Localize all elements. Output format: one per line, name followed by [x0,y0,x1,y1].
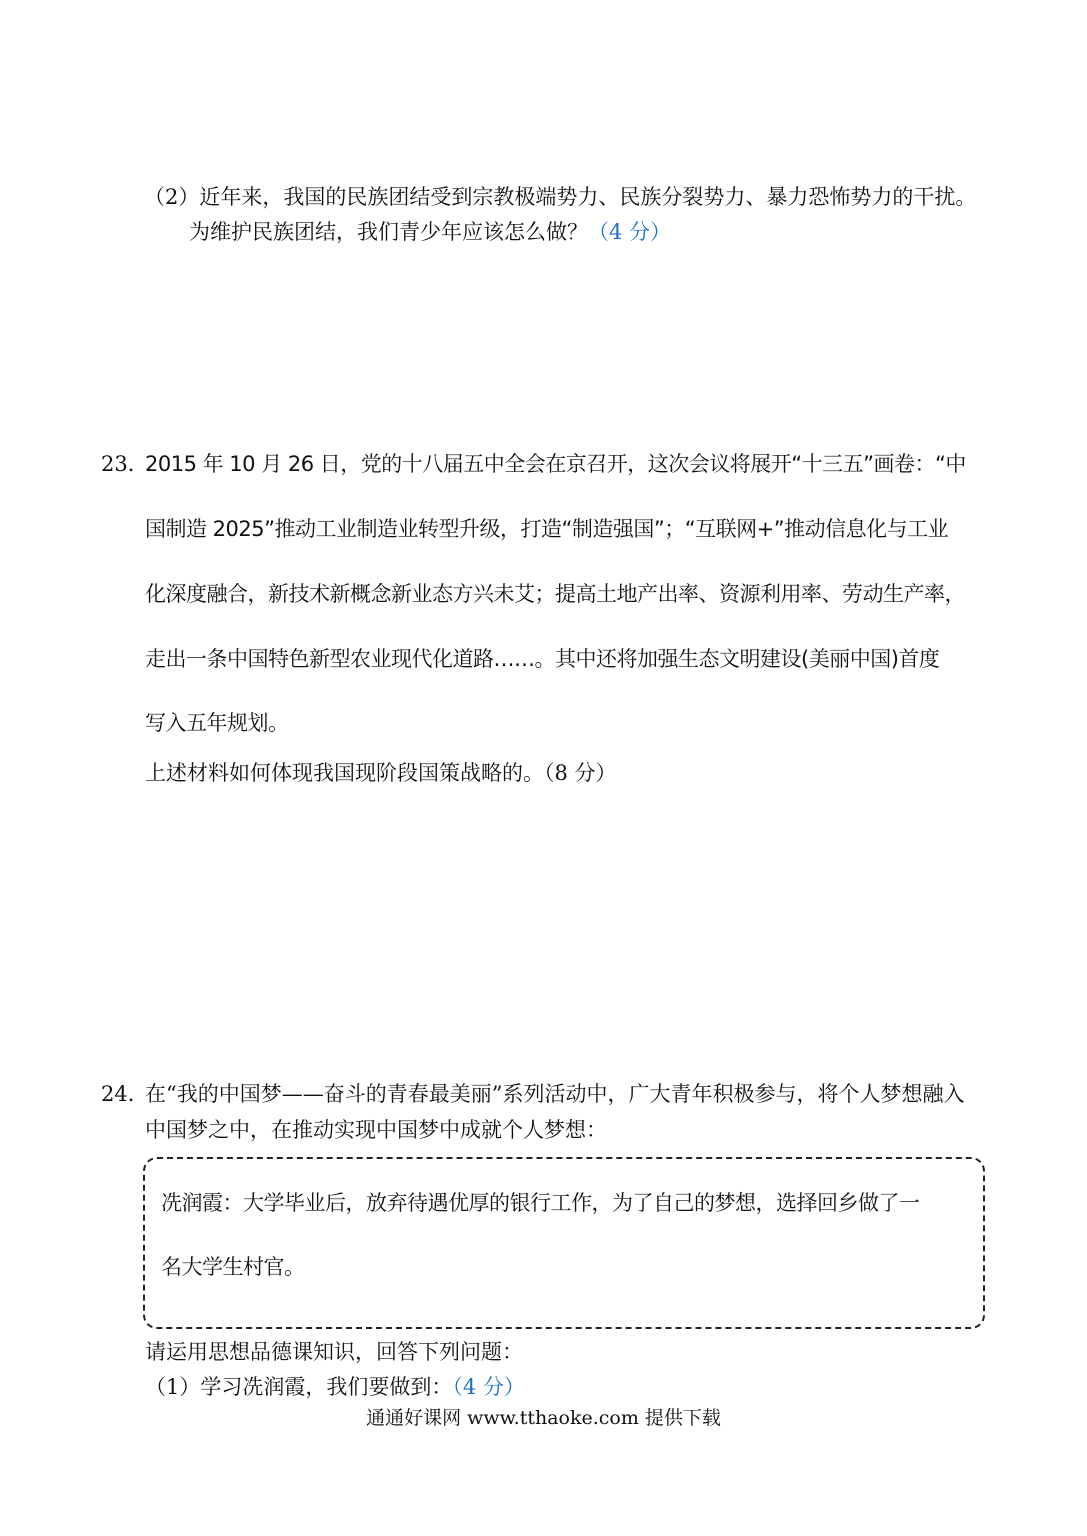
q24-intro-line-2: 中国梦之中，在推动实现中国梦中成就个人梦想： [145,1118,607,1142]
q23-number: 23． [101,452,149,476]
q24-instruction: 请运用思想品德课知识，回答下列问题： [145,1340,523,1364]
q23-material-line-5: 写入五年规划。 [145,711,289,735]
page-footer: 通通好课网 www.tthaoke.com 提供下载 [366,1407,721,1429]
q22-part2-question: 为维护民族团结，我们青少年应该怎么做？ [189,220,588,244]
q24-part1 [145,1374,525,1400]
q24-box-line-1: 冼润霞：大学毕业后，放弃待遇优厚的银行工作，为了自己的梦想，选择回乡做了一 [161,1191,920,1215]
q23-question: 上述材料如何体现我国现阶段国策战略的。（8 分） [145,761,617,785]
q24-intro-line-1: 在“我的中国梦——奋斗的青春最美丽”系列活动中，广大青年积极参与，将个人梦想融入 [145,1082,965,1106]
q22-part2-line1: （2）近年来，我国的民族团结受到宗教极端势力、民族分裂势力、暴力恐怖势力的干扰。 [144,185,977,209]
q24-box-line-2: 名大学生村官。 [161,1255,305,1279]
q24-part1-question: （1）学习冼润霞，我们要做到： [145,1375,453,1399]
q24-number: 24． [101,1082,149,1106]
q22-part2-score: （4 分） [588,220,672,244]
q23-material-line-2: 国制造 2025”推动工业制造业转型升级，打造“制造强国”；“互联网+”推动信息化与工业 [145,517,949,541]
q22-part2-line2 [189,219,671,245]
q23-material-line-3: 化深度融合，新技术新概念新业态方兴未艾；提高土地产出率、资源利用率、劳动生产率， [145,582,965,606]
q24-part1-score: （4 分） [452,1375,525,1399]
q23-material-line-4: 走出一条中国特色新型农业现代化道路……。其中还将加强生态文明建设(美丽中国)首度 [145,647,940,671]
q24-material-box [143,1157,985,1329]
q23-material-line-1: 2015 年 10 月 26 日，党的十八届五中全会在京召开，这次会议将展开“十三五”画卷：“中 [145,452,966,476]
